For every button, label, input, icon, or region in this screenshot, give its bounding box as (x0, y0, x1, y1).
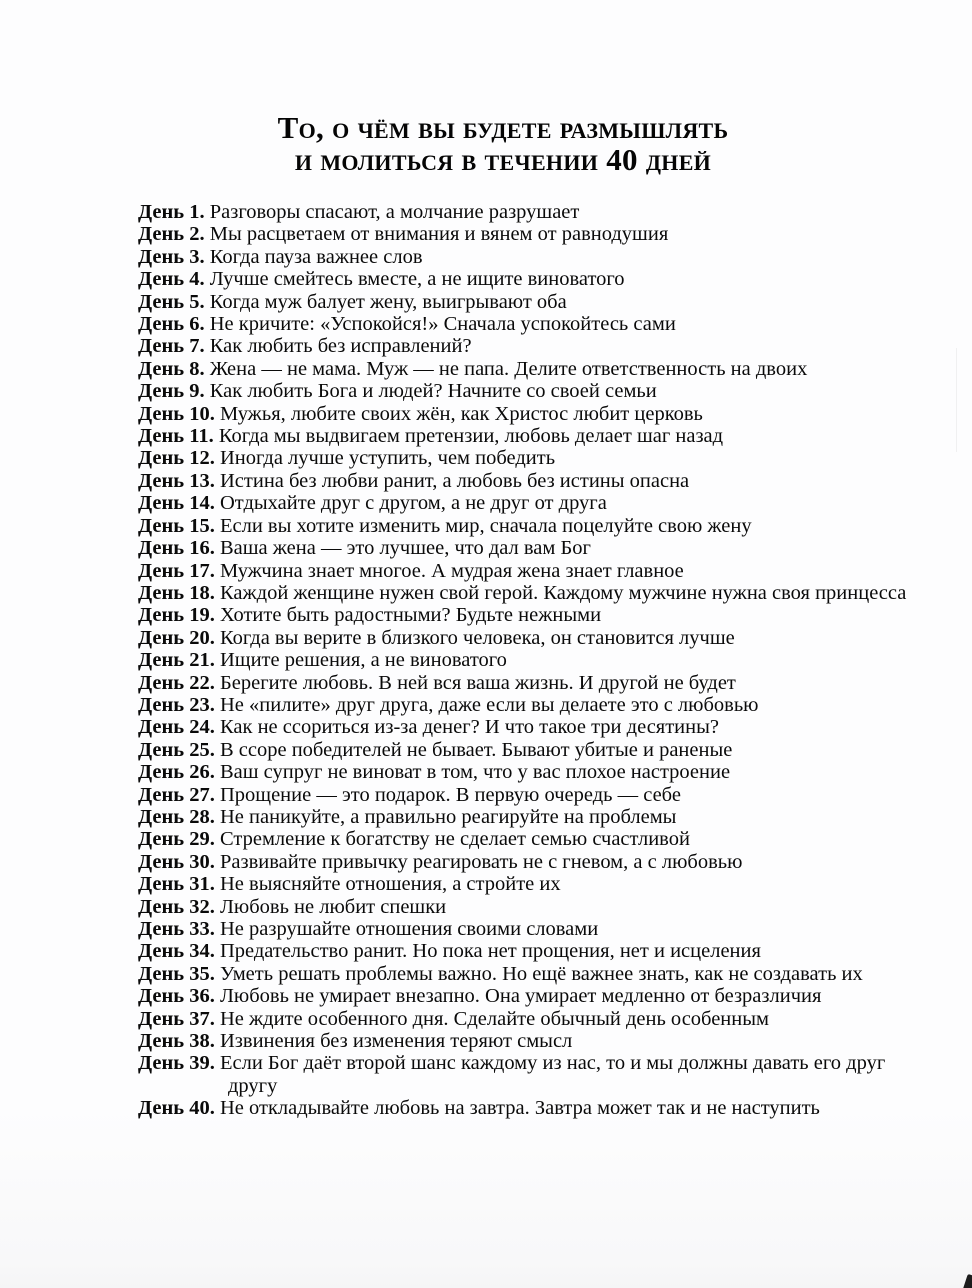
list-item (138, 515, 908, 537)
day-text: Когда вы верите в близкого человека, он становится лучше (219, 626, 735, 649)
list-item (138, 447, 908, 469)
day-text: Если Бог даёт второй шанс каждому из нас, то и мы должны давать его друг другу (219, 1052, 886, 1097)
day-label: День 4. (138, 268, 205, 291)
day-label: День 11. (138, 425, 214, 448)
day-text: Не выясняйте отношения, а стройте их (219, 873, 561, 896)
day-label: День 10. (138, 402, 215, 425)
list-item (138, 1030, 908, 1052)
list-item (138, 582, 908, 604)
list-item (138, 963, 908, 985)
day-label: День 32. (138, 895, 215, 918)
day-text: Берегите любовь. В ней вся ваша жизнь. И другой не будет (219, 671, 736, 694)
day-text: Прощение — это подарок. В первую очередь — себе (219, 783, 681, 806)
day-text: Извинения без изменения теряют смысл (219, 1030, 573, 1053)
list-item (138, 604, 908, 626)
day-list (138, 201, 908, 1120)
list-item (138, 851, 908, 873)
day-label: День 24. (138, 716, 215, 739)
day-label: День 31. (138, 873, 215, 896)
day-label: День 37. (138, 1007, 215, 1030)
page-title (138, 112, 868, 176)
day-text: Не откладывайте любовь на завтра. Завтра может так и не наступить (219, 1097, 820, 1120)
day-text: Как любить без исправлений? (209, 335, 472, 358)
day-text: Не кричите: «Успокойся!» Сначала успокойтесь сами (209, 313, 676, 336)
day-text: Не разрушайте отношения своими словами (219, 918, 599, 940)
list-item (138, 335, 908, 357)
day-text: Истина без любви ранит, а любовь без истины опасна (219, 469, 690, 492)
day-text: Жена — не мама. Муж — не папа. Делите ответственность на двоих (209, 357, 808, 380)
list-item (138, 537, 908, 559)
day-label: День 38. (138, 1030, 215, 1053)
day-text: Хотите быть радостными? Будьте нежными (219, 604, 602, 627)
scan-corner-artifact (963, 1274, 972, 1288)
day-label: День 39. (138, 1052, 215, 1075)
day-text: Предательство ранит. Но пока нет прощения, нет и исцеления (219, 940, 761, 963)
list-item (138, 492, 908, 514)
list-item (138, 201, 908, 223)
day-label: День 15. (138, 514, 215, 537)
day-text: Развивайте привычку реагировать не с гневом, а с любовью (219, 850, 743, 873)
day-label: День 27. (138, 783, 215, 806)
list-item (138, 940, 908, 962)
list-item (138, 223, 908, 245)
day-label: День 13. (138, 469, 215, 492)
day-text: Разговоры спасают, а молчание разрушает (209, 201, 580, 223)
list-item (138, 761, 908, 783)
day-label: День 6. (138, 313, 205, 336)
list-item (138, 403, 908, 425)
day-text: Не «пилите» друг друга, даже если вы делаете это с любовью (219, 693, 759, 716)
list-item (138, 268, 908, 290)
day-label: День 9. (138, 380, 205, 403)
day-text: Когда пауза важнее слов (209, 245, 423, 268)
list-item (138, 358, 908, 380)
day-label: День 33. (138, 918, 215, 940)
list-item (138, 985, 908, 1007)
scan-edge-artifact (956, 348, 957, 452)
day-text: Любовь не любит спешки (219, 895, 447, 918)
list-item (138, 649, 908, 671)
day-text: Каждой женщине нужен свой герой. Каждому мужчине нужна своя принцесса (219, 581, 907, 604)
day-text: Мы расцветаем от внимания и вянем от равнодушия (209, 223, 669, 246)
list-item (138, 694, 908, 716)
day-label: День 8. (138, 357, 205, 380)
day-text: Ваш супруг не виноват в том, что у вас плохое настроение (219, 761, 731, 784)
day-text: Когда муж балует жену, выигрывают оба (209, 290, 567, 313)
list-item (138, 828, 908, 850)
list-item (138, 806, 908, 828)
day-text: Не паникуйте, а правильно реагируйте на проблемы (219, 805, 677, 828)
day-text: Лучше смейтесь вместе, а не ищите виноватого (209, 268, 625, 291)
day-text: Любовь не умирает внезапно. Она умирает медленно от безразличия (219, 985, 822, 1008)
day-label: День 2. (138, 223, 205, 246)
day-label: День 20. (138, 626, 215, 649)
list-item (138, 246, 908, 268)
day-text: Иногда лучше уступить, чем победить (219, 447, 556, 470)
day-text: Ваша жена — это лучшее, что дал вам Бог (219, 537, 591, 560)
page-title-line-2: и молиться в течении 40 дней (294, 142, 712, 177)
page-title-line-1: То, о чём вы будете размышлять (277, 110, 729, 145)
day-label: День 34. (138, 940, 215, 963)
list-item (138, 739, 908, 761)
day-label: День 18. (138, 581, 215, 604)
day-text: Если вы хотите изменить мир, сначала поцелуйте свою жену (219, 514, 752, 537)
day-label: День 28. (138, 805, 215, 828)
day-label: День 3. (138, 245, 205, 268)
day-label: День 21. (138, 649, 215, 672)
day-label: День 12. (138, 447, 215, 470)
day-label: День 26. (138, 761, 215, 784)
day-label: День 35. (138, 962, 215, 985)
day-label: День 17. (138, 559, 215, 582)
day-text: Ищите решения, а не виноватого (219, 649, 507, 672)
list-item (138, 627, 908, 649)
list-item (138, 560, 908, 582)
list-item (138, 672, 908, 694)
day-text: Как не ссориться из-за денег? И что такое три десятины? (219, 716, 719, 739)
day-text: Мужья, любите своих жён, как Христос любит церковь (219, 402, 703, 425)
day-label: День 14. (138, 492, 215, 515)
list-item (138, 873, 908, 895)
day-label: День 19. (138, 604, 215, 627)
day-label: День 40. (138, 1097, 215, 1120)
day-label: День 29. (138, 828, 215, 851)
day-label: День 16. (138, 537, 215, 560)
day-label: День 36. (138, 985, 215, 1008)
day-text: Мужчина знает многое. А мудрая жена знает главное (219, 559, 684, 582)
day-text: Когда мы выдвигаем претензии, любовь делает шаг назад (218, 425, 724, 448)
list-item (138, 896, 908, 918)
list-item (138, 918, 908, 940)
day-text: Стремление к богатству не сделает семью счастливой (219, 828, 690, 851)
day-label: День 25. (138, 738, 215, 761)
day-label: День 5. (138, 290, 205, 313)
day-text: Не ждите особенного дня. Сделайте обычный день особенным (219, 1007, 769, 1030)
day-label: День 1. (138, 201, 205, 223)
list-item (138, 716, 908, 738)
day-label: День 22. (138, 671, 215, 694)
list-item (138, 380, 908, 402)
list-item (138, 1008, 908, 1030)
day-text: В ссоре победителей не бывает. Бывают убитые и раненые (219, 738, 733, 761)
day-label: День 30. (138, 850, 215, 873)
day-text: Отдыхайте друг с другом, а не друг от друга (219, 492, 607, 515)
list-item (138, 425, 908, 447)
day-label: День 7. (138, 335, 205, 358)
list-item (138, 1052, 908, 1097)
day-text: Уметь решать проблемы важно. Но ещё важнее знать, как не создавать их (219, 962, 863, 985)
list-item (138, 313, 908, 335)
list-item (138, 1097, 908, 1119)
list-item (138, 784, 908, 806)
list-item (138, 291, 908, 313)
day-label: День 23. (138, 693, 215, 716)
list-item (138, 470, 908, 492)
day-text: Как любить Бога и людей? Начните со своей семьи (209, 380, 657, 403)
